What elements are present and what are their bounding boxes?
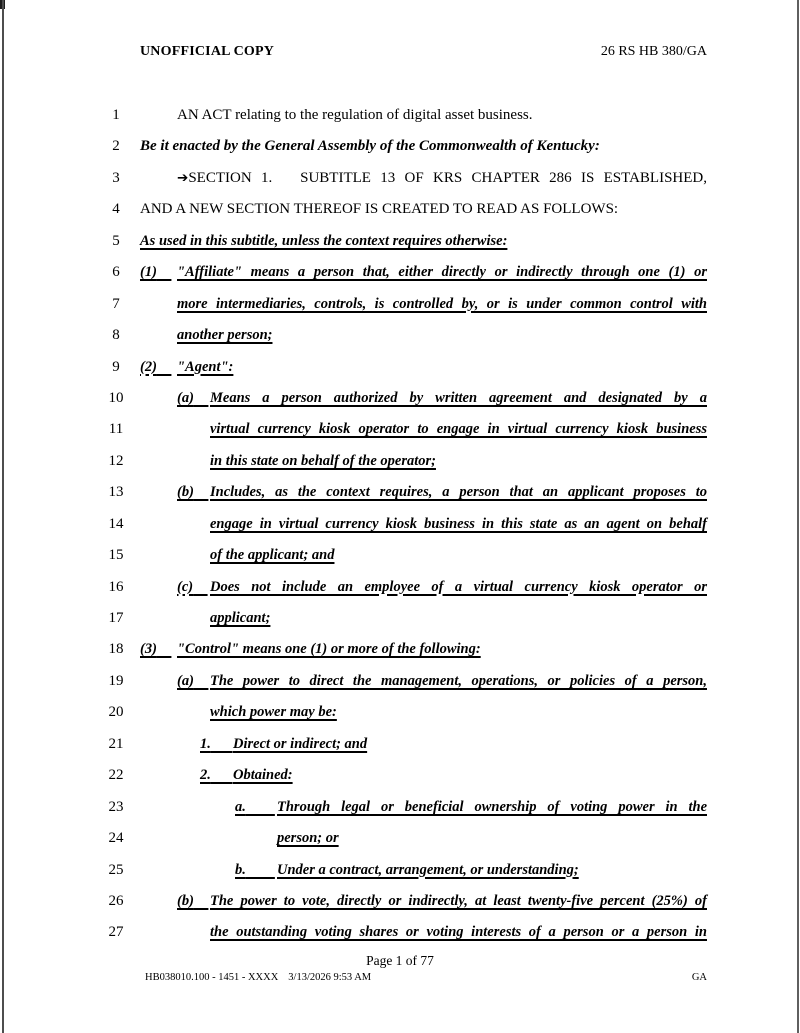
- line-body: [233, 729, 707, 760]
- line-content: Obtained:: [233, 767, 293, 784]
- line-text: [140, 257, 707, 288]
- line-number: 16: [108, 578, 124, 595]
- line-content: The power to direct the management, operations, or policies of a person,: [210, 672, 707, 689]
- line-number: 13: [108, 484, 124, 501]
- line-text: [140, 917, 707, 948]
- line-number: 27: [108, 924, 124, 941]
- line-body: [210, 383, 707, 414]
- line-number: 19: [108, 672, 124, 689]
- list-marker: (a): [177, 389, 194, 406]
- line-content: As used in this subtitle, unless the context requires otherwise:: [140, 232, 508, 249]
- line-content: Through legal or beneficial ownership of voting power in the: [277, 798, 707, 815]
- doc-line: [0, 666, 800, 697]
- line-body: [277, 792, 707, 823]
- line-text: [140, 446, 707, 477]
- line-content: Direct or indirect; and: [233, 735, 368, 752]
- footer-version: GA: [691, 972, 707, 983]
- line-text: [140, 289, 707, 320]
- line-body: [177, 320, 707, 351]
- line-content: AND A NEW SECTION THEREOF IS CREATED TO READ AS FOLLOWS:: [140, 201, 619, 218]
- line-text: [140, 320, 707, 351]
- doc-line: [0, 917, 800, 948]
- doc-line: [0, 352, 800, 383]
- line-number: 7: [112, 295, 120, 312]
- line-body: [210, 917, 707, 948]
- line-body: [277, 855, 707, 886]
- line-number: 12: [108, 452, 124, 469]
- line-content: in this state on behalf of the operator;: [210, 452, 436, 469]
- doc-line: [0, 823, 800, 854]
- footer-left: [145, 971, 371, 984]
- footer-timestamp: 3/13/2026 9:53 AM: [288, 972, 372, 983]
- line-body: [210, 572, 707, 603]
- list-marker: (c): [177, 578, 194, 595]
- list-marker: (b): [177, 484, 194, 501]
- line-text: [140, 792, 707, 823]
- list-marker: (1): [140, 264, 157, 281]
- line-number: 9: [112, 358, 120, 375]
- line-text: [140, 477, 707, 508]
- line-number: 24: [108, 830, 124, 847]
- list-marker: a.: [235, 798, 246, 815]
- list-marker: (b): [177, 892, 194, 909]
- line-body: [210, 697, 707, 728]
- line-text: [140, 131, 707, 162]
- line-body: [140, 194, 707, 225]
- doc-line: [0, 572, 800, 603]
- doc-line: [0, 446, 800, 477]
- line-number: 1: [112, 107, 120, 123]
- line-number: 15: [108, 547, 124, 564]
- line-content: more intermediaries, controls, is controlled by, or is under common control with: [177, 295, 707, 312]
- line-content: Be it enacted by the General Assembly of the Commonwealth of Kentucky:: [140, 138, 600, 155]
- line-number: 23: [108, 798, 124, 815]
- doc-line: [0, 886, 800, 917]
- line-number: 11: [108, 421, 124, 438]
- doc-line: [0, 697, 800, 728]
- list-marker: 1.: [200, 735, 211, 752]
- doc-line: [0, 634, 800, 665]
- page-footer: [145, 971, 707, 984]
- line-text: [140, 886, 707, 917]
- line-number: 18: [108, 641, 124, 658]
- line-body: [177, 352, 707, 383]
- doc-line: [0, 414, 800, 445]
- line-content: The power to vote, directly or indirectly, at least twenty-five percent (25%) of: [210, 892, 707, 909]
- line-body: [210, 414, 707, 445]
- line-content: engage in virtual currency kiosk business in this state as an agent on behalf: [210, 515, 707, 532]
- line-content: Does not include an employee of a virtual currency kiosk operator or: [210, 578, 707, 595]
- line-text: [140, 194, 707, 225]
- doc-line: [0, 603, 800, 634]
- line-text: [140, 572, 707, 603]
- line-text: [140, 760, 707, 791]
- line-body: [177, 634, 707, 665]
- line-text: [140, 823, 707, 854]
- line-body: [210, 446, 707, 477]
- line-content: person; or: [277, 830, 339, 847]
- line-text: [140, 603, 707, 634]
- page-header: [140, 44, 707, 60]
- doc-line: [0, 792, 800, 823]
- line-text: [140, 634, 707, 665]
- line-content: "Agent":: [177, 358, 234, 375]
- line-text: [140, 697, 707, 728]
- line-number: 20: [108, 704, 124, 721]
- line-text: [140, 100, 707, 131]
- line-body: [210, 509, 707, 540]
- line-body: [177, 100, 707, 131]
- line-text: [140, 352, 707, 383]
- line-content: Means a person authorized by written agreement and designated by a: [210, 389, 707, 406]
- line-number: 22: [108, 767, 124, 784]
- doc-line: [0, 257, 800, 288]
- list-marker: (a): [177, 672, 194, 689]
- doc-line: [0, 383, 800, 414]
- line-content: Includes, as the context requires, a person that an applicant proposes to: [210, 484, 707, 501]
- header-bill-number: 26 RS HB 380/GA: [600, 44, 707, 59]
- line-content: which power may be:: [210, 704, 337, 721]
- line-number: 6: [112, 264, 120, 281]
- line-number: 10: [108, 389, 124, 406]
- line-number: 14: [108, 515, 124, 532]
- line-text: [140, 226, 707, 257]
- line-content: SUBTITLE 13 OF KRS CHAPTER 286 IS ESTABLISHED,: [300, 169, 707, 186]
- doc-line: [0, 760, 800, 791]
- doc-line: [0, 509, 800, 540]
- line-body: [140, 131, 707, 162]
- line-number: 8: [112, 327, 120, 344]
- doc-line: [0, 855, 800, 886]
- line-text: [140, 666, 707, 697]
- header-unofficial-copy: UNOFFICIAL COPY: [140, 44, 275, 59]
- line-number: 26: [108, 892, 124, 909]
- page-number: Page 1 of 77: [366, 953, 434, 968]
- line-body: [277, 823, 707, 854]
- doc-line: [0, 226, 800, 257]
- line-content: "Control" means one (1) or more of the following:: [177, 641, 481, 658]
- line-body: [233, 760, 707, 791]
- line-body: [210, 603, 707, 634]
- line-body: [140, 226, 707, 257]
- line-text: [140, 163, 707, 194]
- line-number: 4: [112, 201, 120, 218]
- line-content: another person;: [177, 327, 273, 344]
- line-text: [140, 855, 707, 886]
- line-body: [177, 163, 707, 194]
- line-content: applicant;: [210, 610, 271, 626]
- doc-line: [0, 289, 800, 320]
- line-text: [140, 729, 707, 760]
- list-marker: (3): [140, 641, 157, 658]
- line-number: 17: [108, 610, 124, 626]
- line-content: virtual currency kiosk operator to engage in virtual currency kiosk business: [210, 421, 707, 438]
- doc-line: [0, 540, 800, 571]
- document-body: [0, 100, 800, 949]
- line-number: 21: [108, 735, 124, 752]
- section-label: SECTION 1.: [188, 169, 273, 186]
- line-content: AN ACT relating to the regulation of digital asset business.: [177, 107, 533, 123]
- doc-line: [0, 194, 800, 225]
- line-number: 3: [112, 169, 120, 186]
- line-body: [210, 540, 707, 571]
- doc-line: [0, 163, 800, 194]
- line-number: 5: [112, 232, 120, 249]
- footer-doc-ref: HB038010.100 - 1451 - XXXX: [145, 972, 279, 983]
- doc-line: [0, 131, 800, 162]
- line-text: [140, 383, 707, 414]
- line-text: [140, 509, 707, 540]
- line-number: 2: [112, 138, 120, 155]
- line-content: "Affiliate" means a person that, either directly or indirectly through one (1) or: [177, 264, 707, 281]
- line-body: [210, 666, 707, 697]
- line-body: [210, 477, 707, 508]
- doc-line: [0, 100, 800, 131]
- section-arrow-icon: ➔: [177, 169, 189, 186]
- line-content: of the applicant; and: [210, 547, 335, 564]
- line-body: [210, 886, 707, 917]
- doc-line: [0, 320, 800, 351]
- line-content: the outstanding voting shares or voting interests of a person or a person in: [210, 924, 707, 941]
- line-text: [140, 414, 707, 445]
- line-text: [140, 540, 707, 571]
- list-marker: b.: [235, 861, 246, 878]
- line-content: Under a contract, arrangement, or understanding;: [277, 861, 579, 878]
- doc-line: [0, 729, 800, 760]
- line-body: [177, 289, 707, 320]
- line-body: [177, 257, 707, 288]
- line-number: 25: [108, 861, 124, 878]
- list-marker: (2): [140, 358, 157, 375]
- list-marker: 2.: [200, 767, 211, 784]
- doc-line: [0, 477, 800, 508]
